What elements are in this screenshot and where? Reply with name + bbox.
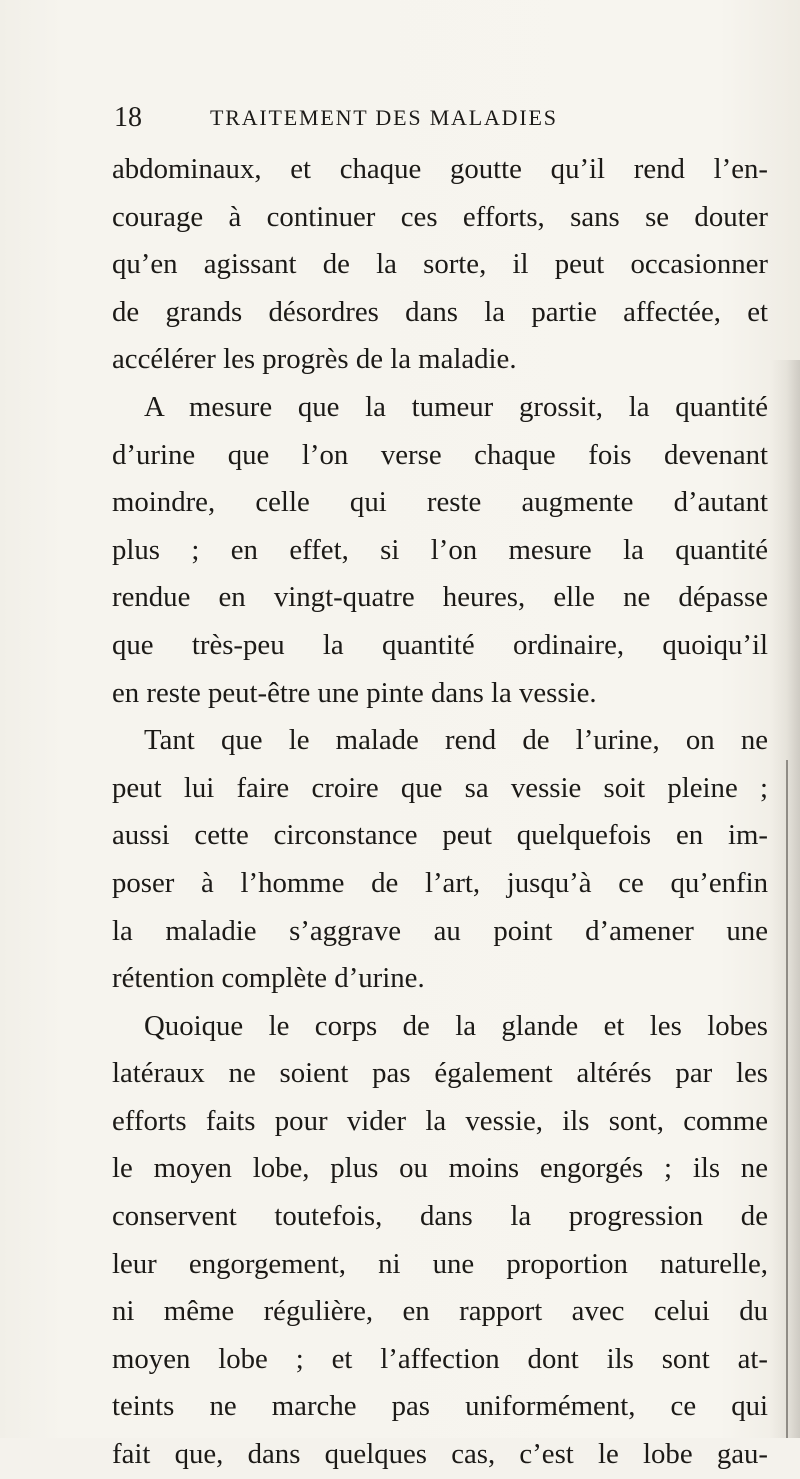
text-line: poser à l’homme de l’art, jusqu’à ce qu’enfin	[112, 866, 768, 899]
text-line: teints ne marche pas uniformément, ce qui	[112, 1390, 768, 1423]
text-line: la maladie s’aggrave au point d’amener une	[112, 914, 768, 947]
text-line: moyen lobe ; et l’affection dont ils sont at-	[112, 1342, 768, 1375]
text-line: moindre, celle qui reste augmente d’autant	[112, 486, 768, 519]
running-head: TRAITEMENT DES MALADIES	[210, 105, 558, 130]
text-line: latéraux ne soient pas également altérés par les	[112, 1057, 768, 1090]
text-line: peut lui faire croire que sa vessie soit pleine ;	[112, 771, 768, 804]
page-edge-shadow	[770, 360, 800, 1438]
text-line: de grands désordres dans la partie affectée, et	[112, 295, 768, 328]
text-line: leur engorgement, ni une proportion naturelle,	[112, 1247, 768, 1280]
page-header	[114, 100, 764, 140]
text-line: A mesure que la tumeur grossit, la quantité	[144, 390, 768, 423]
text-line: rétention complète d’urine.	[112, 962, 425, 995]
text-line: plus ; en effet, si l’on mesure la quantité	[112, 533, 768, 566]
text-line: le moyen lobe, plus ou moins engorgés ; ils ne	[112, 1152, 768, 1185]
text-line: fait que, dans quelques cas, c’est le lobe gau-	[112, 1438, 768, 1471]
page-edge-line	[786, 760, 788, 1438]
page-number: 18	[114, 102, 142, 133]
text-line: rendue en vingt-quatre heures, elle ne dépasse	[112, 581, 768, 614]
text-line: abdominaux, et chaque goutte qu’il rend l’en-	[112, 153, 768, 185]
text-line: aussi cette circonstance peut quelquefois en im-	[112, 819, 768, 852]
text-line: ni même régulière, en rapport avec celui du	[112, 1295, 768, 1328]
text-line: accélérer les progrès de la maladie.	[112, 343, 517, 376]
text-line: efforts faits pour vider la vessie, ils sont, comme	[112, 1104, 768, 1137]
text-line: Quoique le corps de la glande et les lobes	[144, 1009, 768, 1042]
body-text	[112, 146, 768, 1479]
text-line: en reste peut-être une pinte dans la vessie.	[112, 676, 597, 709]
text-line: que très-peu la quantité ordinaire, quoiqu’il	[112, 628, 768, 661]
text-line: conservent toutefois, dans la progression de	[112, 1200, 768, 1233]
text-line: Tant que le malade rend de l’urine, on ne	[144, 724, 768, 757]
text-line: courage à continuer ces efforts, sans se douter	[112, 200, 768, 233]
text-line: qu’en agissant de la sorte, il peut occasionner	[112, 248, 768, 281]
text-line: d’urine que l’on verse chaque fois devenant	[112, 438, 768, 471]
